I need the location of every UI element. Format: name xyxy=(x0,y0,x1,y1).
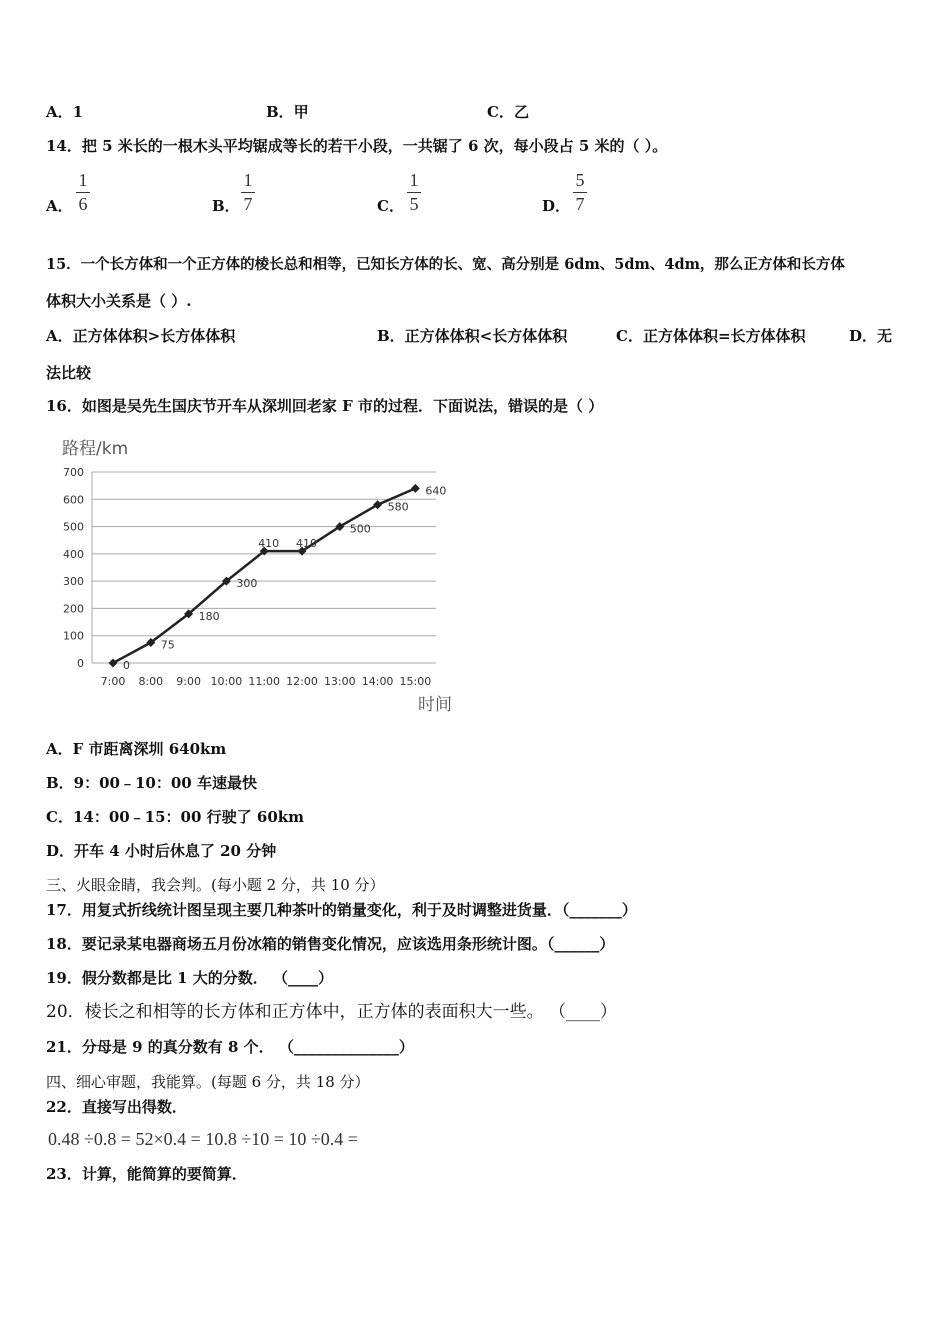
data-point xyxy=(411,484,420,493)
q15-option-d-continued: 法比较 xyxy=(46,364,92,382)
y-tick-label: 300 xyxy=(63,575,84,589)
x-tick-label: 11:00 xyxy=(248,675,281,688)
chart-y-axis-label: 路程/km xyxy=(62,439,129,459)
q13-option-c: C．乙 xyxy=(487,103,529,121)
numerator: 1 xyxy=(243,170,253,190)
q16-option-c: C．14：00﹣15：00 行驶了 60km xyxy=(46,808,305,826)
denominator: 7 xyxy=(575,194,585,214)
y-tick-label: 0 xyxy=(77,657,84,670)
q14-stem: 14．把 5 米长的一根木头平均锯成等长的若干小段，一共锯了 6 次，每小段占 5 米的（ ）。 xyxy=(46,137,668,155)
y-tick-label: 200 xyxy=(63,602,84,616)
q18: 18．要记录某电器商场五月份冰箱的销售变化情况，应该选用条形统计图。（______） xyxy=(46,935,615,953)
denominator: 6 xyxy=(78,194,88,214)
y-tick-label: 500 xyxy=(63,520,84,534)
y-tick-label: 700 xyxy=(63,466,84,479)
data-label: 75 xyxy=(160,638,175,652)
q16-option-d: D．开车 4 小时后休息了 20 分钟 xyxy=(46,842,277,860)
q15-stem-line1: 15．一个长方体和一个正方体的棱长总和相等，已知长方体的长、宽、高分别是 6dm、5dm、4dm，那么正方体和长方体 xyxy=(46,256,845,273)
q16-option-a: A．F 市距离深圳 640km xyxy=(46,740,227,758)
q16-option-b: B．9：00﹣10：00 车速最快 xyxy=(46,774,257,792)
q22-calculations: 0.48 ÷0.8 = 52×0.4 = 10.8 ÷10 = 10 ÷0.4 = xyxy=(48,1129,358,1149)
data-point xyxy=(109,659,118,668)
numerator: 1 xyxy=(78,170,88,190)
q14-option-d-fraction xyxy=(573,170,587,215)
q13-option-a: A．1 xyxy=(46,103,84,121)
denominator: 7 xyxy=(243,194,253,214)
q14-option-b-label: B． xyxy=(212,197,240,215)
q14-option-a-fraction xyxy=(76,170,90,215)
q15-option-d: D．无 xyxy=(849,327,893,345)
data-label: 580 xyxy=(387,500,409,514)
x-tick-label: 9:00 xyxy=(176,675,201,688)
y-tick-label: 600 xyxy=(63,493,84,507)
q15-option-b: B．正方体体积<长方体体积 xyxy=(377,327,568,345)
q16-stem: 16．如图是吴先生国庆节开车从深圳回老家 F 市的过程．下面说法，错误的是（ ） xyxy=(46,397,604,415)
x-tick-label: 10:00 xyxy=(210,675,243,688)
x-tick-label: 13:00 xyxy=(323,675,356,688)
q15-option-c: C．正方体体积=长方体体积 xyxy=(616,327,806,345)
data-label: 500 xyxy=(349,522,371,536)
x-tick-label: 8:00 xyxy=(138,675,164,688)
q21: 21．分母是 9 的真分数有 8 个． （______________） xyxy=(46,1038,414,1056)
chart-series-line xyxy=(113,488,415,663)
q19: 19．假分数都是比 1 大的分数． （____） xyxy=(46,969,333,987)
y-tick-label: 400 xyxy=(63,547,84,561)
q14-option-b-fraction xyxy=(241,170,255,215)
x-tick-label: 7:00 xyxy=(100,675,126,688)
q14-option-d-label: D． xyxy=(542,197,571,215)
q13-option-b: B．甲 xyxy=(266,103,309,121)
x-tick-label: 15:00 xyxy=(399,675,432,688)
q17: 17．用复式折线统计图呈现主要几种茶叶的销量变化，利于及时调整进货量．（_______） xyxy=(46,901,637,919)
numerator: 5 xyxy=(575,170,585,190)
q20: 20．棱长之和相等的长方体和正方体中，正方体的表面积大一些。 （____） xyxy=(46,1002,618,1022)
data-label: 640 xyxy=(425,484,447,498)
data-label: 180 xyxy=(198,609,220,623)
denominator: 5 xyxy=(409,194,419,214)
q15-stem-line2: 体积大小关系是（ ）. xyxy=(46,292,192,310)
q23: 23．计算，能简算的要简算． xyxy=(46,1165,247,1183)
q22: 22．直接写出得数． xyxy=(46,1098,187,1116)
data-label: 300 xyxy=(236,577,258,591)
section-3-title: 三、火眼金睛，我会判。(每小题 2 分，共 10 分） xyxy=(46,876,385,894)
q14-option-c-fraction xyxy=(407,170,421,215)
chart-x-axis-label: 时间 xyxy=(418,695,452,715)
x-tick-label: 12:00 xyxy=(286,675,318,688)
data-label: 410 xyxy=(258,537,280,551)
distance-time-chart xyxy=(40,430,480,720)
data-label: 410 xyxy=(296,537,317,551)
q14-option-a-label: A． xyxy=(46,197,73,215)
numerator: 1 xyxy=(409,170,419,190)
q15-option-a: A．正方体体积>长方体体积 xyxy=(46,327,236,345)
y-tick-label: 100 xyxy=(63,629,84,643)
q14-option-c-label: C． xyxy=(377,197,404,215)
x-tick-label: 14:00 xyxy=(361,675,394,688)
data-label: 0 xyxy=(123,659,130,672)
section-4-title: 四、细心审题，我能算。(每题 6 分，共 18 分） xyxy=(46,1073,370,1091)
